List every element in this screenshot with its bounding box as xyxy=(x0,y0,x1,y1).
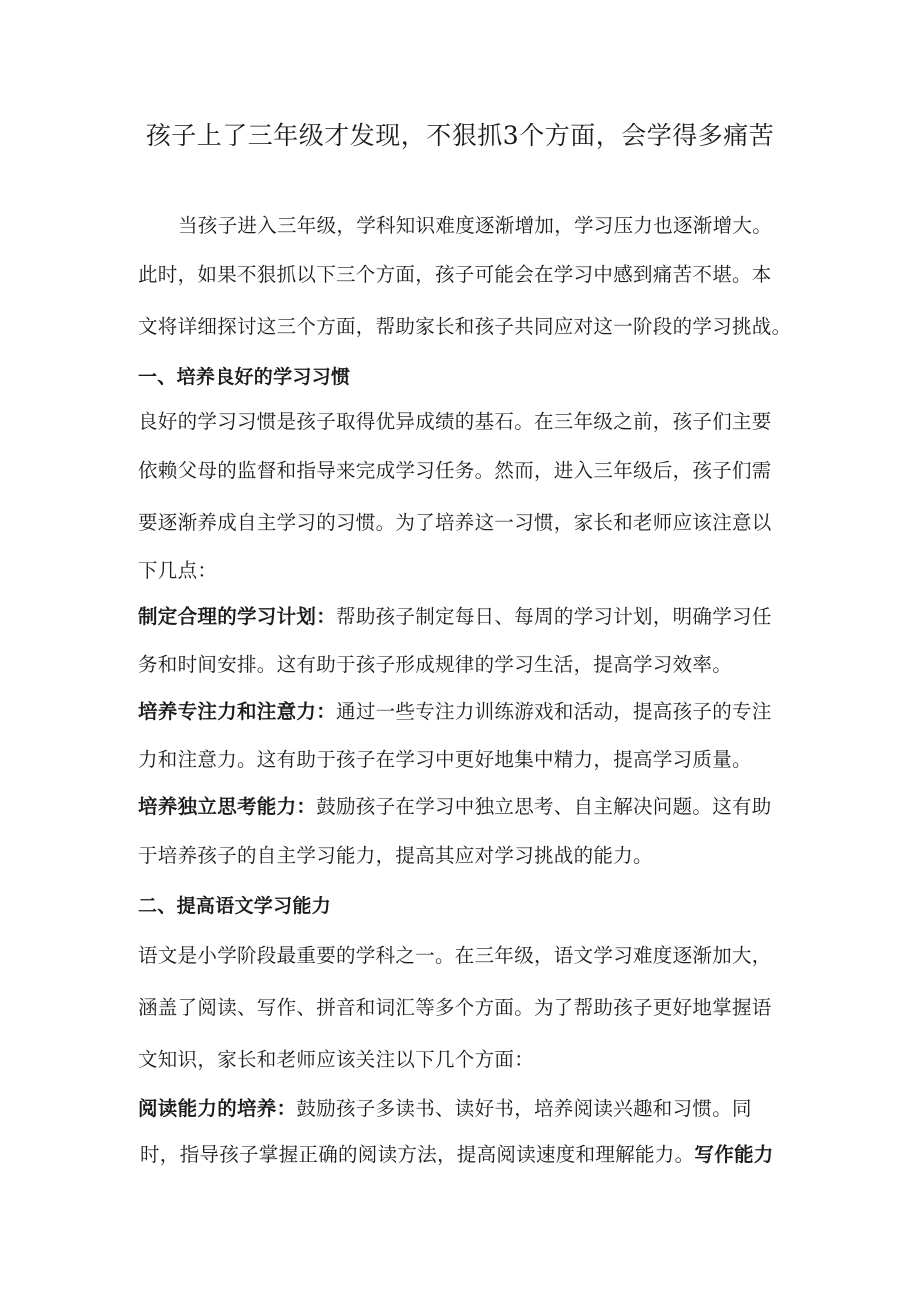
intro-line-2: 此时，如果不狠抓以下三个方面，孩子可能会在学习中感到痛苦不堪。本 xyxy=(138,263,772,286)
section1-para-line-2: 依赖父母的监督和指导来完成学习任务。然而，进入三年级后，孩子们需 xyxy=(138,459,772,482)
point-study-plan-text-1: 帮助孩子制定每日、每周的学习计划，明确学习任 xyxy=(336,605,772,628)
point-reading-text-1: 鼓励孩子多读书、读好书，培养阅读兴趣和习惯。同 xyxy=(296,1097,752,1120)
point-thinking-label: 培养独立思考能力： xyxy=(138,795,317,818)
point-study-plan-line-2: 务和时间安排。这有助于孩子形成规律的学习生活，提高学习效率。 xyxy=(138,653,733,676)
point-thinking-text-1: 鼓励孩子在学习中独立思考、自主解决问题。这有助 xyxy=(316,795,772,818)
intro-line-3: 文将详细探讨这三个方面，帮助家长和孩子共同应对这一阶段的学习挑战。 xyxy=(138,315,792,338)
point-reading-line-1 xyxy=(138,1094,752,1124)
section2-para-line-2: 涵盖了阅读、写作、拼音和词汇等多个方面。为了帮助孩子更好地掌握语 xyxy=(138,996,772,1019)
section1-para-line-1: 良好的学习习惯是孩子取得优异成绩的基石。在三年级之前，孩子们主要 xyxy=(138,410,772,433)
section1-heading: 一、培养良好的学习习惯 xyxy=(138,366,351,388)
point-study-plan-line-1 xyxy=(138,602,772,632)
point-study-plan-label: 制定合理的学习计划： xyxy=(138,605,337,628)
section2-heading: 二、提高语文学习能力 xyxy=(138,895,332,917)
point-focus-line-1 xyxy=(138,697,772,727)
point-focus-text-1: 通过一些专注力训练游戏和活动，提高孩子的专注 xyxy=(336,700,772,723)
point-writing-label: 写作能力 xyxy=(694,1143,774,1166)
point-reading-line-2 xyxy=(140,1140,774,1170)
section1-para-line-3: 要逐渐养成自主学习的习惯。为了培养这一习惯，家长和老师应该注意以 xyxy=(138,511,772,534)
intro-line-1: 当孩子进入三年级，学科知识难度逐渐增加，学习压力也逐渐增大。 xyxy=(178,214,773,237)
section2-para-line-3: 文知识，家长和老师应该关注以下几个方面： xyxy=(138,1048,535,1071)
point-thinking-line-2: 于培养孩子的自主学习能力，提高其应对学习挑战的能力。 xyxy=(138,844,653,867)
section2-para-line-1: 语文是小学阶段最重要的学科之一。在三年级，语文学习难度逐渐加大， xyxy=(138,944,772,967)
point-thinking-line-1 xyxy=(138,792,772,822)
point-focus-label: 培养专注力和注意力： xyxy=(138,700,337,723)
point-reading-text-2: 时，指导孩子掌握正确的阅读方法，提高阅读速度和理解能力。 xyxy=(140,1143,695,1166)
section1-para-line-4: 下几点： xyxy=(138,559,218,582)
document-title: 孩子上了三年级才发现，不狠抓3个方面，会学得多痛苦 xyxy=(145,121,775,150)
point-reading-label: 阅读能力的培养： xyxy=(138,1097,297,1120)
point-focus-line-2: 力和注意力。这有助于孩子在学习中更好地集中精力，提高学习质量。 xyxy=(138,748,752,771)
